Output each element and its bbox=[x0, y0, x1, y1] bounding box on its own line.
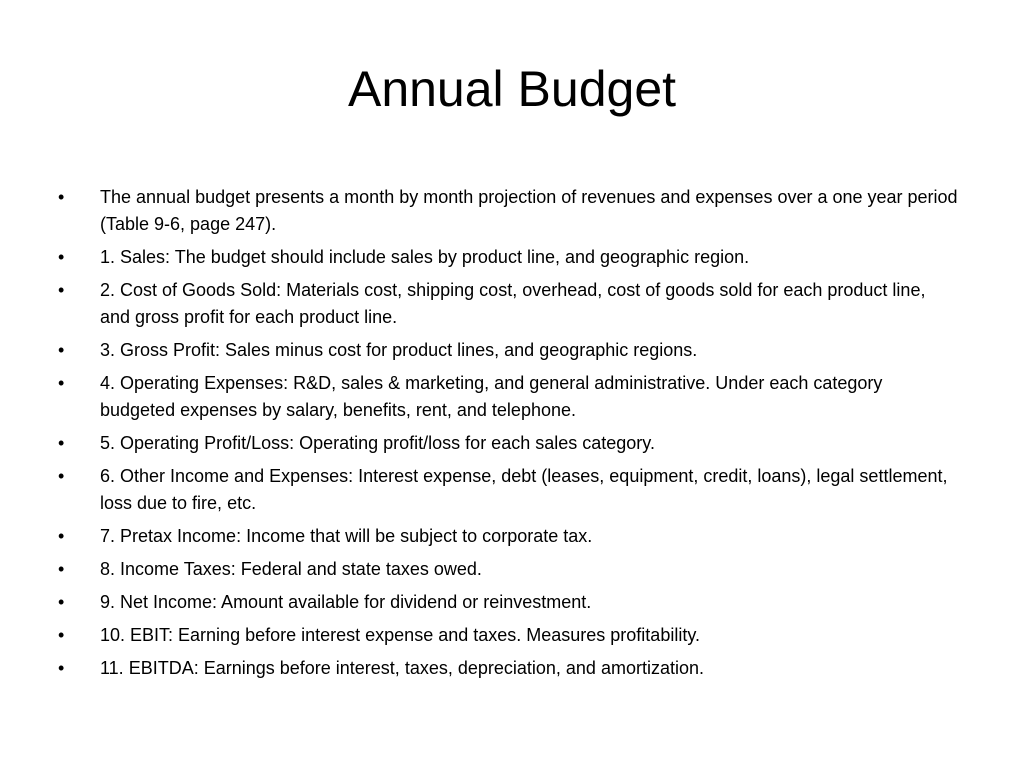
bullet-item bbox=[58, 589, 958, 616]
bullet-text: 2. Cost of Goods Sold: Materials cost, shipping cost, overhead, cost of goods sold for each product line, and gross profit for each product line. bbox=[100, 280, 926, 327]
bullet-item bbox=[58, 277, 958, 331]
bullet-item bbox=[58, 523, 958, 550]
bullet-text: 8. Income Taxes: Federal and state taxes owed. bbox=[100, 559, 482, 579]
bullet-text: 11. EBITDA: Earnings before interest, taxes, depreciation, and amortization. bbox=[100, 658, 704, 678]
bullet-text: The annual budget presents a month by month projection of revenues and expenses over a one year period (Table 9-6, page 247). bbox=[100, 187, 958, 234]
bullet-text: 1. Sales: The budget should include sales by product line, and geographic region. bbox=[100, 247, 750, 267]
bullet-item bbox=[58, 655, 958, 682]
bullet-text: 10. EBIT: Earning before interest expense and taxes. Measures profitability. bbox=[100, 625, 700, 645]
bullet-marker: • bbox=[58, 526, 65, 546]
bullet-marker: • bbox=[58, 559, 65, 579]
bullet-text: 6. Other Income and Expenses: Interest expense, debt (leases, equipment, credit, loans), legal settlement, loss due to fire, etc. bbox=[100, 466, 948, 513]
bullet-marker: • bbox=[58, 625, 65, 645]
bullet-marker: • bbox=[58, 340, 65, 360]
bullet-text: 5. Operating Profit/Loss: Operating profit/loss for each sales category. bbox=[100, 433, 655, 453]
bullet-item bbox=[58, 430, 958, 457]
bullet-item bbox=[58, 556, 958, 583]
bullet-marker: • bbox=[58, 658, 65, 678]
bullet-marker: • bbox=[58, 280, 65, 300]
bullet-item bbox=[58, 244, 958, 271]
bullet-item bbox=[58, 370, 958, 424]
bullet-item bbox=[58, 622, 958, 649]
bullet-marker: • bbox=[58, 466, 65, 486]
bullet-text: 7. Pretax Income: Income that will be subject to corporate tax. bbox=[100, 526, 593, 546]
bullet-item bbox=[58, 463, 958, 517]
bullet-list bbox=[58, 184, 958, 688]
bullet-text: 3. Gross Profit: Sales minus cost for product lines, and geographic regions. bbox=[100, 340, 698, 360]
bullet-marker: • bbox=[58, 592, 65, 612]
bullet-marker: • bbox=[58, 187, 65, 207]
bullet-marker: • bbox=[58, 433, 65, 453]
bullet-text: 4. Operating Expenses: R&D, sales & marketing, and general administrative. Under each category budgeted expenses by salary, benefits, rent, and telephone. bbox=[100, 373, 883, 420]
slide-title: Annual Budget bbox=[347, 61, 677, 117]
bullet-item bbox=[58, 337, 958, 364]
bullet-item bbox=[58, 184, 958, 238]
bullet-marker: • bbox=[58, 373, 65, 393]
bullet-marker: • bbox=[58, 247, 65, 267]
bullet-text: 9. Net Income: Amount available for dividend or reinvestment. bbox=[100, 592, 592, 612]
